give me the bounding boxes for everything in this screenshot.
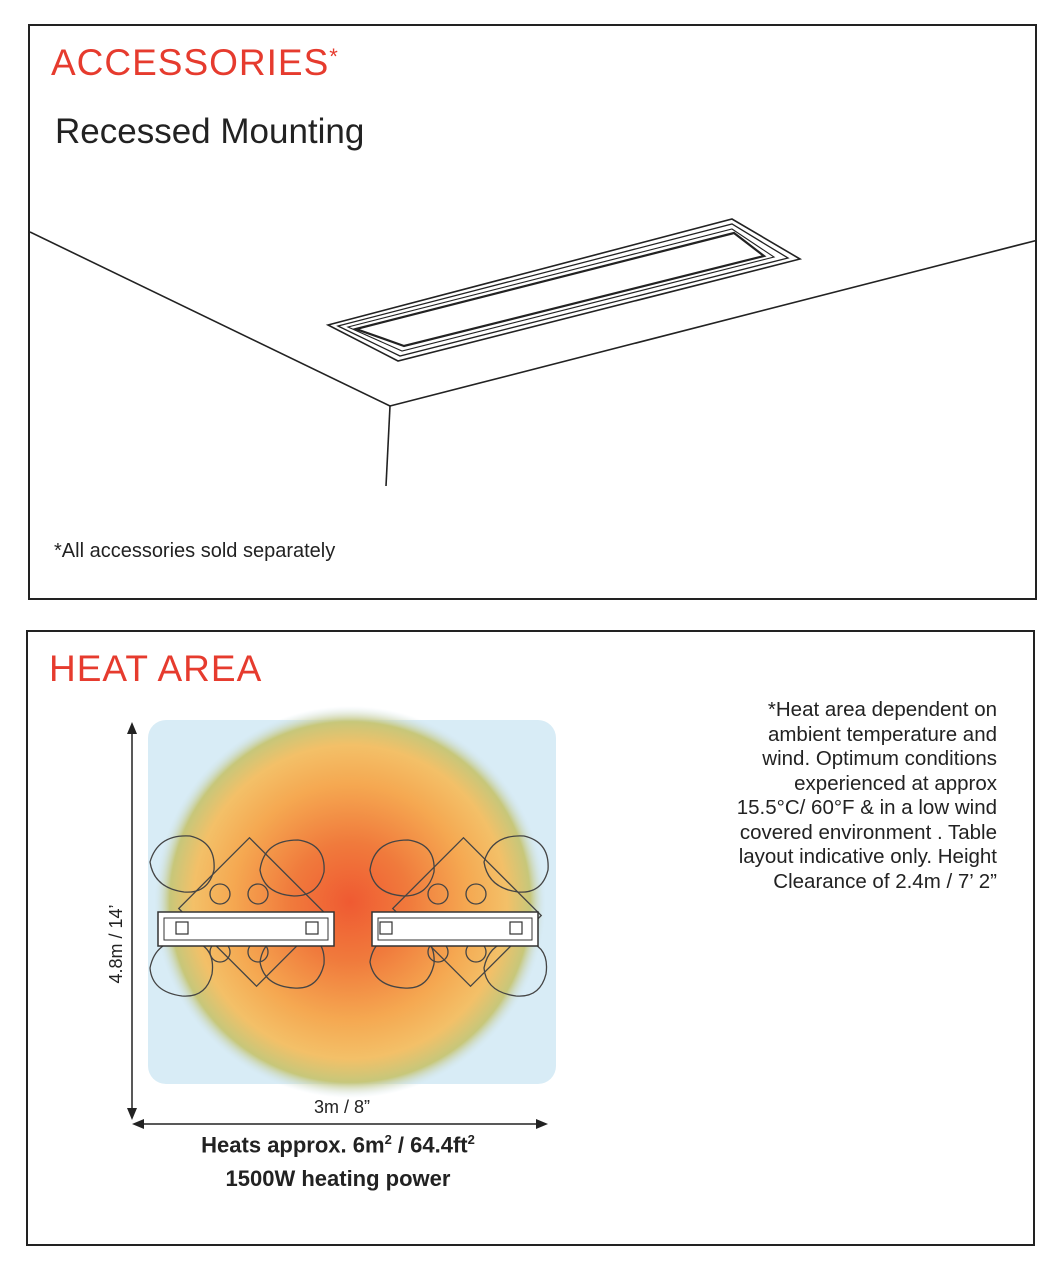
vertical-dimension-arrow xyxy=(127,722,137,1120)
coverage-imperial: / 64.4ft xyxy=(391,1132,468,1158)
heater-right xyxy=(372,912,538,946)
horizontal-dimension-arrow xyxy=(132,1119,548,1129)
heater-left xyxy=(158,912,334,946)
heat-zone xyxy=(154,706,546,1098)
heat-area-note xyxy=(637,698,997,894)
heat-note-line: covered environment . Table xyxy=(739,820,997,844)
accessories-heading-asterisk: * xyxy=(329,44,339,69)
horizontal-dimension-label: 3m / 8” xyxy=(313,1097,371,1117)
heat-area-heading: HEAT AREA xyxy=(49,648,263,689)
accessories-panel xyxy=(28,24,1037,600)
heat-note-line: layout indicative only. Height xyxy=(738,845,997,868)
heat-note-line: wind. Optimum conditions xyxy=(762,747,997,770)
heat-note-line: Clearance of 2.4m / 7’ 2” xyxy=(773,869,997,893)
heater-element xyxy=(356,233,764,346)
accessories-subheading: Recessed Mounting xyxy=(55,112,365,151)
heat-note-line: 15.5°C/ 60°F & in a low wind xyxy=(736,796,997,819)
coverage-imperial-exponent: 2 xyxy=(467,1132,475,1147)
heat-note-line: experienced at approx xyxy=(794,771,997,795)
accessories-footnote: *All accessories sold separately xyxy=(54,540,336,562)
heat-coverage-caption xyxy=(128,1132,548,1158)
vertical-dimension-label: 4.8m / 14’ xyxy=(106,904,126,984)
heating-power-caption: 1500W heating power xyxy=(225,1166,451,1191)
heat-area-panel xyxy=(26,630,1035,1246)
coverage-metric-exponent: 2 xyxy=(384,1132,392,1147)
coverage-metric: Heats approx. 6m xyxy=(201,1132,385,1158)
wall-corner-line xyxy=(386,406,390,486)
accessories-heading-text: ACCESSORIES xyxy=(51,42,330,83)
heat-note-line: ambient temperature and xyxy=(767,722,997,746)
accessories-heading xyxy=(51,42,339,84)
ceiling-edge-left xyxy=(30,232,390,406)
heat-note-line: *Heat area dependent on xyxy=(767,698,997,721)
